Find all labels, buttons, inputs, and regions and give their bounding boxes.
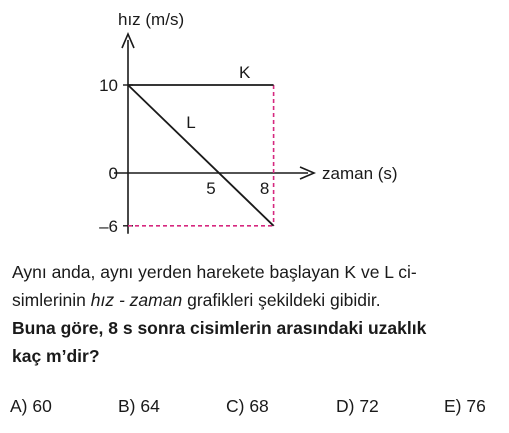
choice-b[interactable]: B) 64	[118, 396, 160, 416]
x-tick-label: 8	[259, 179, 270, 198]
prompt-line-2: kaç m’dir?	[12, 346, 100, 366]
intro-text-c: grafikleri şekildeki gibidir.	[182, 290, 381, 310]
y-tick-label: 10	[99, 76, 118, 95]
choice-a[interactable]: A) 60	[10, 396, 52, 416]
choice-d[interactable]: D) 72	[336, 396, 379, 416]
series-label-l: L	[186, 113, 196, 133]
axis-labels	[118, 10, 398, 183]
choice-c[interactable]: C) 68	[226, 396, 269, 416]
series-label-k: K	[239, 63, 251, 82]
series-lines	[128, 63, 274, 226]
prompt-line-1: Buna göre, 8 s sonra cisimlerin arasındaki uzaklık	[12, 318, 427, 338]
intro-text-a: simlerinin	[12, 290, 91, 310]
question-intro	[12, 258, 498, 314]
intro-line-1: Aynı anda, aynı yerden harekete başlayan K ve L ci-	[12, 262, 417, 282]
y-tick-label: 0	[108, 164, 118, 183]
question-prompt	[12, 314, 498, 370]
tick-labels	[99, 76, 269, 236]
intro-line-2	[12, 286, 498, 314]
x-tick-label: 5	[206, 179, 216, 198]
x-axis-label: zaman (s)	[322, 164, 398, 183]
axes	[114, 34, 314, 234]
y-tick-label: –6	[99, 216, 118, 236]
y-axis-label: hız (m/s)	[118, 10, 185, 29]
choice-e[interactable]: E) 76	[444, 396, 486, 416]
series-line-l	[128, 85, 274, 226]
answer-choices	[10, 396, 500, 424]
intro-text-italic: hız - zaman	[90, 290, 183, 310]
